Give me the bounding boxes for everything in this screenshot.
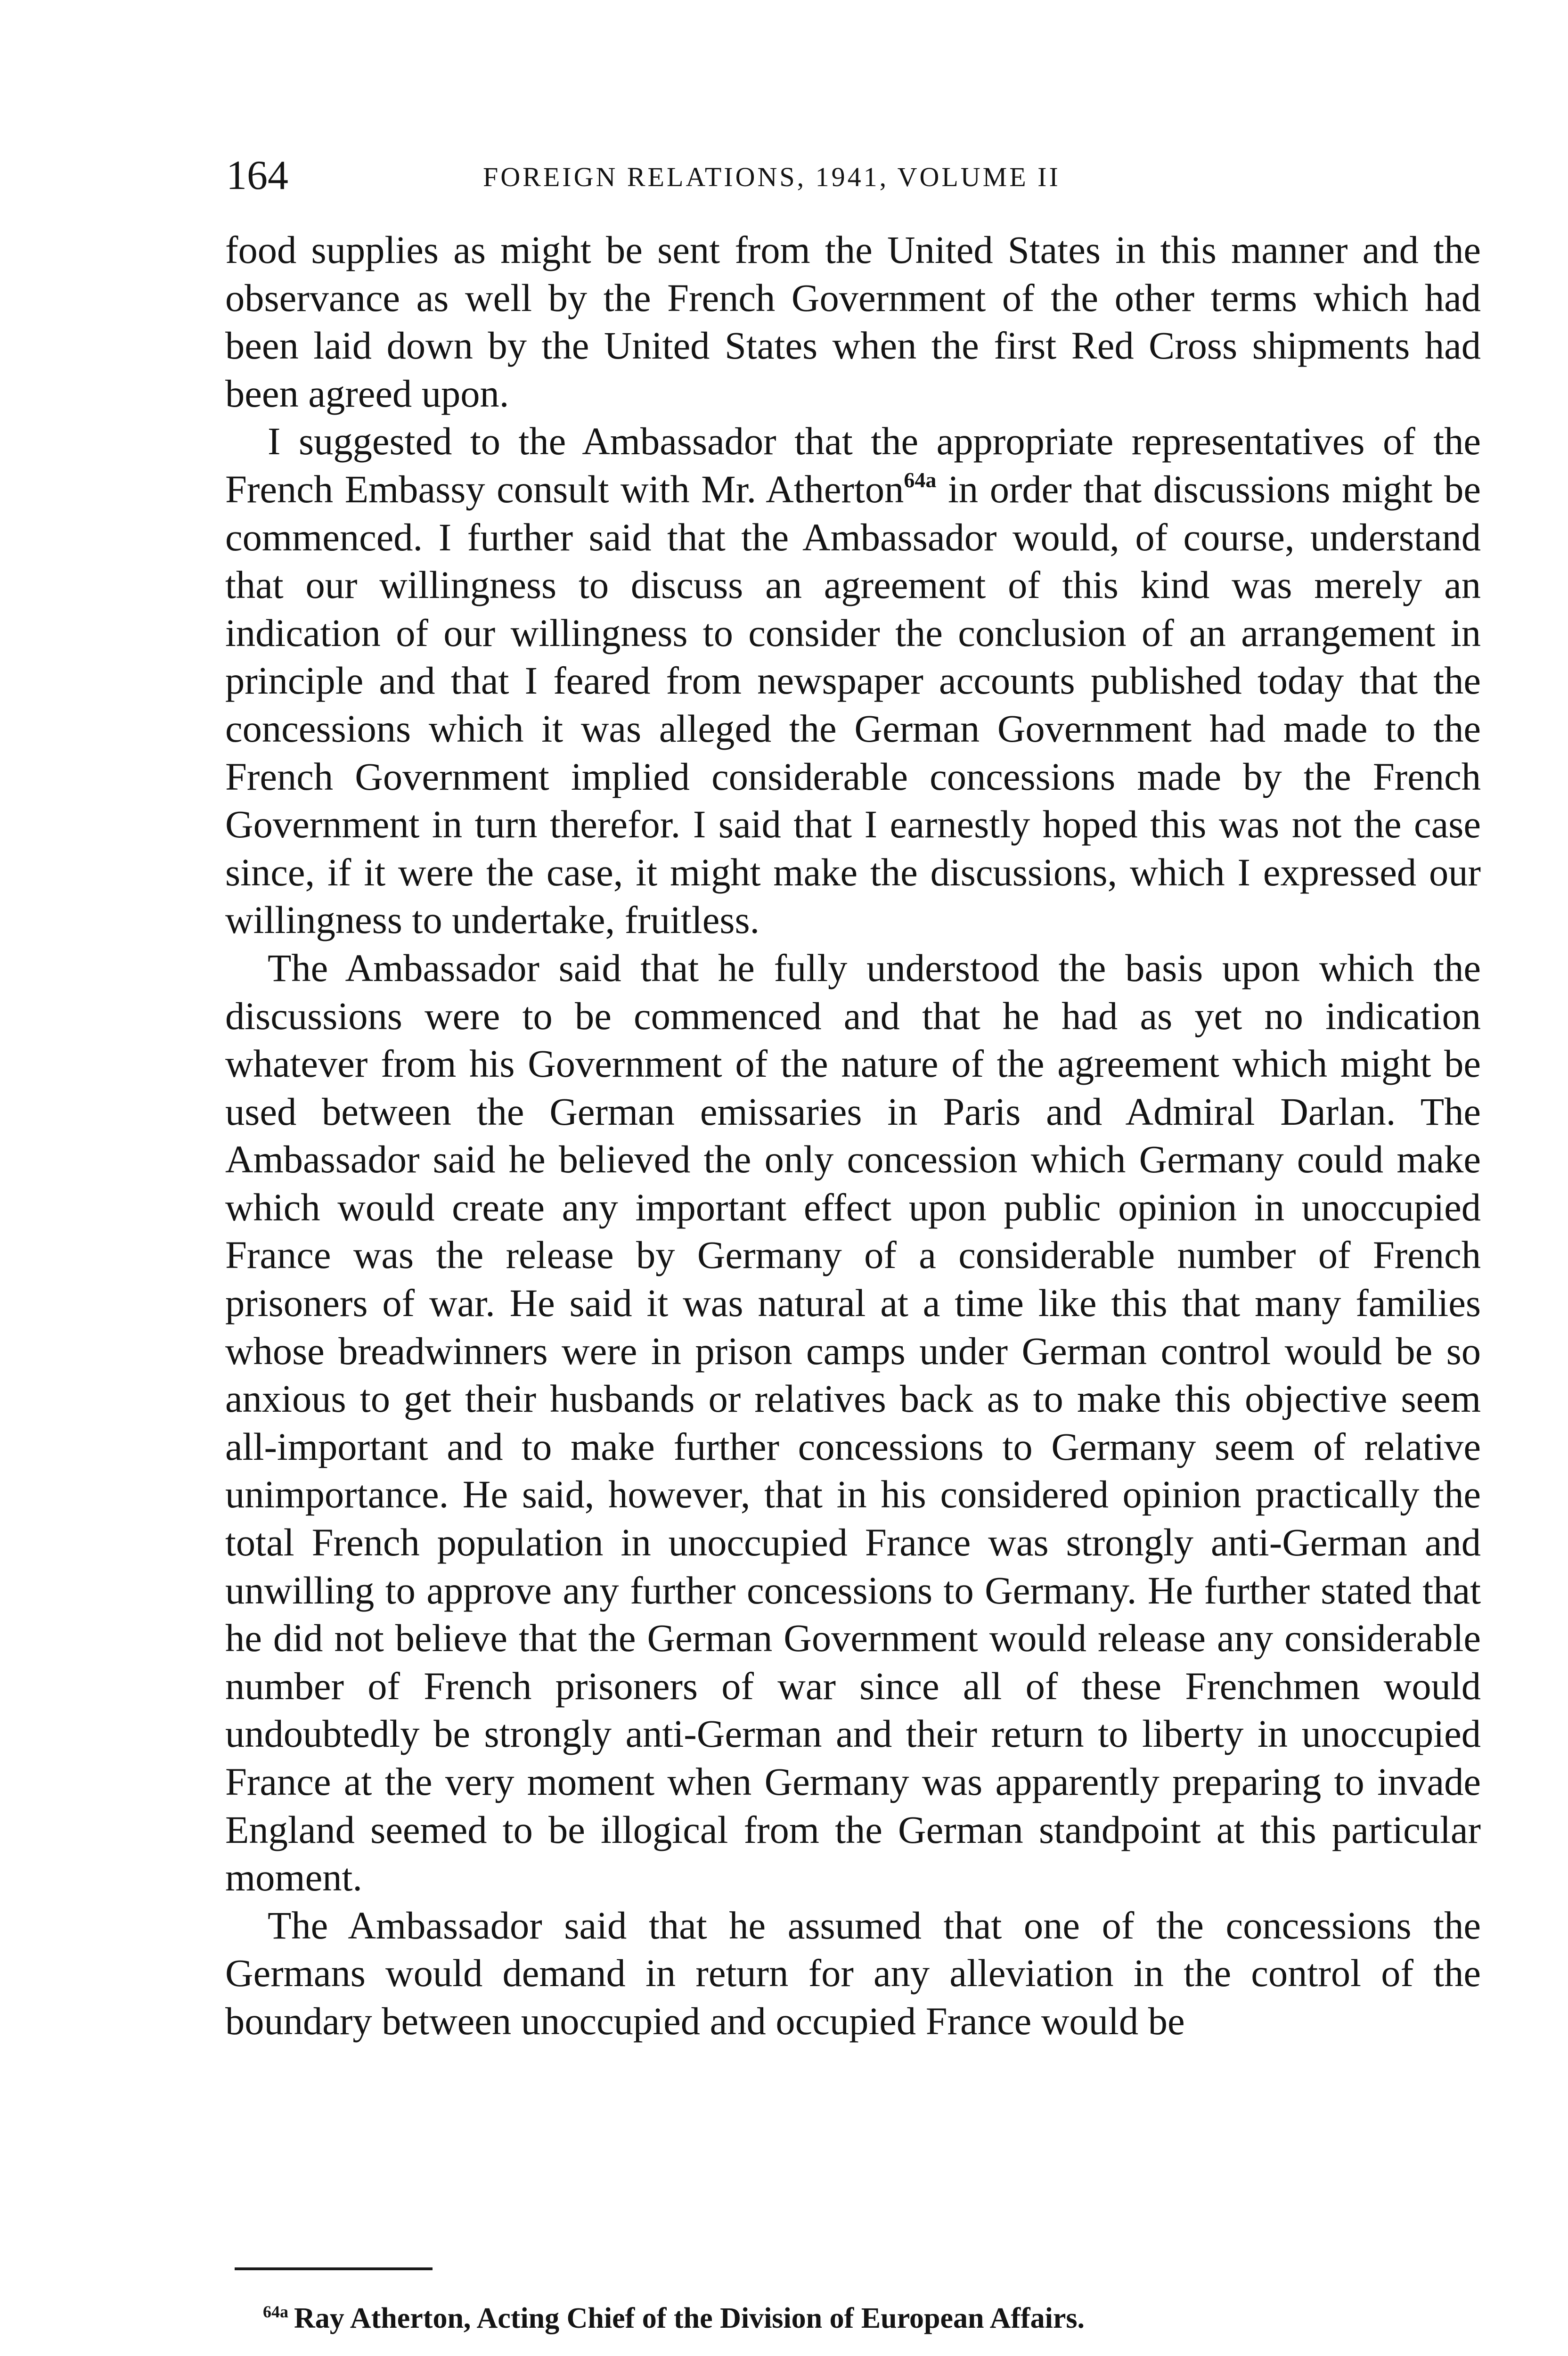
paragraph-4: The Ambassador said that he assumed that one of the concessions the Germans would demand in return for any alleviation in the control of the boundary between unoccupied and occupied France would be xyxy=(225,1903,1481,2043)
footnote-text: Ray Atherton, Acting Chief of the Division of European Affairs. xyxy=(294,2302,1085,2334)
body-text xyxy=(225,226,1481,2045)
paragraph-3: The Ambassador said that he fully understood the basis upon which the discussions were to be commenced and that he had as yet no indication whatever from his Government of the nature of the agreement which might be used between the German emissaries in Paris and Admiral Darlan. The Ambassador said he believed the only concession which Germany could make which would create any important effect upon public opinion in unoccupied France was the release by Germany of a considerable number of French prisoners of war. He said it was natural at a time like this that many families whose breadwinners were in prison camps under German control would be so anxious to get their husbands or relatives back as to make this objective seem all-important and to make further concessions to Germany seem of relative unimportance. He said, however, that in his considered opinion practically the total French population in unoccupied France was strongly anti-German and unwilling to approve any further concessions to Germany. He further stated that he did not believe that the German Government would release any considerable number of French prisoners of war since all of these Frenchmen would undoubtedly be strongly anti-German and their return to liberty in unoccupied France at the very moment when Germany was apparently preparing to invade England seemed to be illogical from the German standpoint at this particular moment. xyxy=(225,946,1481,1899)
paragraph-1: food supplies as might be sent from the United States in this manner and the observance as well by the French Government of the other terms which had been laid down by the United States when the first Red Cross shipments had been agreed upon. xyxy=(225,228,1481,415)
footnote xyxy=(263,2296,1478,2341)
paragraph-2-before-ref: I suggested to the Ambassador that the appropriate representatives of the French Embassy consult with Mr. Atherton xyxy=(225,419,1481,511)
footnote-reference[interactable]: 64a xyxy=(904,467,937,492)
footnote-mark: 64a xyxy=(263,2302,288,2321)
running-title: FOREIGN RELATIONS, 1941, VOLUME II xyxy=(483,162,1061,192)
page-header xyxy=(226,150,1498,202)
paragraph-2 xyxy=(225,417,1481,944)
paragraph-2-after-ref: in order that discussions might be commenced. I further said that the Ambassador would, of course, understand that our willingness to discuss an agreement of this kind was merely an indication of our willingness to consider the conclusion of an arrangement in principle and that I feared from newspaper accounts published today that the concessions which it was alleged the German Government had made to the French Government implied considerable concessions made by the French Government in turn therefor. I said that I earnestly hoped this was not the case since, if it were the case, it might make the discussions, which I expressed our willingness to undertake, fruitless. xyxy=(225,467,1481,942)
footnote-divider xyxy=(235,2267,433,2270)
page-number: 164 xyxy=(226,153,288,198)
